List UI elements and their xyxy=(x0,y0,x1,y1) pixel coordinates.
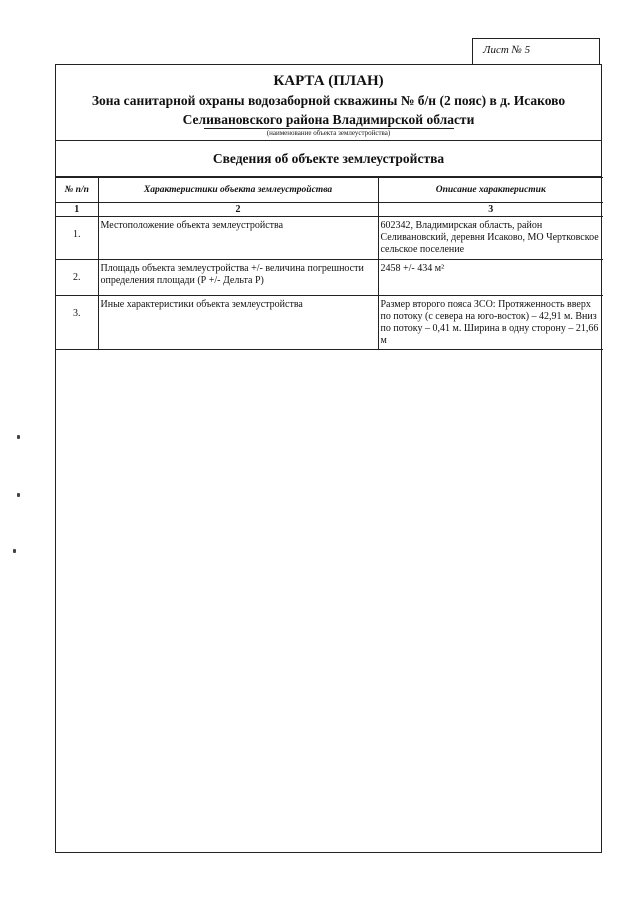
table-index-row xyxy=(56,203,603,217)
row-number: 2. xyxy=(56,260,98,296)
scan-mark xyxy=(13,549,16,553)
table-row xyxy=(56,296,603,350)
table-row xyxy=(56,260,603,296)
document-title: КАРТА (ПЛАН) xyxy=(273,73,384,89)
row-number: 3. xyxy=(56,296,98,350)
table-header-row xyxy=(56,178,603,203)
info-table xyxy=(56,177,603,350)
column-header-characteristic: Характеристики объекта землеустройства xyxy=(98,178,378,203)
document-header xyxy=(56,65,601,141)
sheet-number-label: Лист № 5 xyxy=(472,38,600,65)
column-header-number: № п/п xyxy=(56,178,98,203)
table-row xyxy=(56,217,603,260)
index-cell: 2 xyxy=(98,203,378,217)
subject-line-1: Зона санитарной охраны водозаборной скважины № б/н (2 пояс) в д. Исаково xyxy=(91,93,566,108)
document-frame xyxy=(55,64,602,853)
section-title: Сведения об объекте землеустройства xyxy=(56,141,601,177)
column-header-description: Описание характеристик xyxy=(378,178,603,203)
row-characteristic: Площадь объекта землеустройства +/- величина погрешности определения площади (Р +/- Дельта Р) xyxy=(98,260,378,296)
row-number: 1. xyxy=(56,217,98,260)
row-description: 2458 +/- 434 м² xyxy=(378,260,603,296)
subject-line-2: Селивановского района Владимирской области xyxy=(182,112,475,127)
scan-mark xyxy=(17,493,20,497)
index-cell: 1 xyxy=(56,203,98,217)
row-characteristic: Местоположение объекта землеустройства xyxy=(98,217,378,260)
row-description: Размер второго пояса ЗСО: Протяженность вверх по потоку (с севера на юго-восток) – 42,91 м. Вниз по потоку – 0,41 м. Ширина в одну сторону – 21,66 м xyxy=(378,296,603,350)
row-characteristic: Иные характеристики объекта землеустройства xyxy=(98,296,378,350)
subject-caption: (наименование объекта землеустройства) xyxy=(204,128,454,138)
index-cell: 3 xyxy=(378,203,603,217)
scan-mark xyxy=(17,435,20,439)
row-description: 602342, Владимирская область, район Селивановский, деревня Исаково, МО Чертковское сельское поселение xyxy=(378,217,603,260)
